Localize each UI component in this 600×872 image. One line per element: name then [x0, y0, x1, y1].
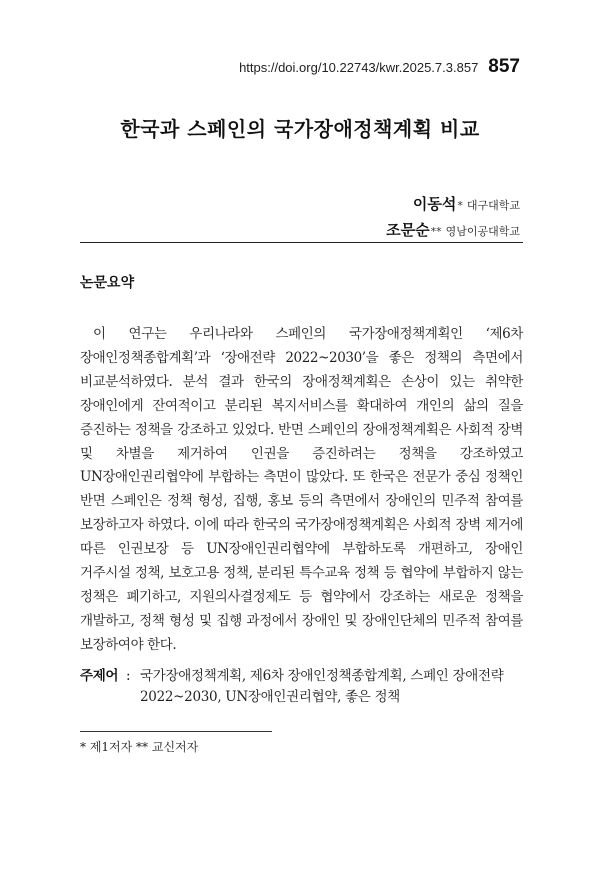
keywords-text: 국가장애정책계획, 제6차 장애인정책종합계획, 스페인 장애전략 2022~2030, UN장애인권리협약, 좋은 정책	[140, 668, 504, 705]
page-number: 857	[488, 56, 520, 77]
author-line	[386, 192, 520, 218]
author-mark: **	[430, 225, 442, 238]
keywords-block	[80, 666, 523, 707]
footnote-divider	[80, 731, 272, 732]
author-affiliation: 대구대학교	[466, 199, 520, 212]
abstract-text: 이 연구는 우리나라와 스페인의 국가장애정책계획인 ‘제6차 장애인정책종합계획’과 ‘장애전략 2022~2030’을 좋은 정책의 측면에서 비교분석하였다. 분석 결과 한국의 장애정책계획은 손상이 있는 취약한 장애인에게 잔여적이고 분리된 복지서비스를 확대하여 개인의 삶의 질을 증진하는 정책을 강조하고 있었다. 반면 스페인의 장애정책계획은 사회적 장벽 및 차별을 제거하여 인권을 증진하려는 정책을 강조하였고 UN장애인권리협약에 부합하는 측면이 많았다. 또 한국은 전문가 중심 정책인 반면 스페인은 정책 형성, 집행, 홍보 등의 측면에서 장애인의 민주적 참여를 보장하고자 하였다. 이에 따라 한국의 국가장애정책계획은 사회적 장벽 제거에 따른 인권보장 등 UN장애인권리협약에 부합하도록 개편하고, 장애인 거주시설 정책, 보호고용 정책, 분리된 특수교육 정책 등 협약에 부합하지 않는 정책은 폐기하고, 지원의사결정제도 등 협약에서 강조하는 새로운 정책을 개발하고, 정책 형성 및 집행 과정에서 장애인 및 장애인단체의 민주적 참여를 보장하여야 한다.	[80, 326, 523, 653]
author-affiliation: 영남이공대학교	[445, 225, 520, 238]
author-block	[386, 192, 520, 244]
author-line	[386, 218, 520, 244]
header-divider	[80, 242, 523, 243]
footnote: * 제1저자 ** 교신저자	[80, 740, 199, 754]
author-mark: *	[457, 199, 463, 212]
keywords-label: 주제어	[80, 668, 119, 684]
page-header	[239, 56, 520, 78]
keywords-colon: :	[126, 668, 131, 684]
author-name: 조문순	[386, 221, 430, 239]
author-name: 이동석	[412, 195, 457, 213]
abstract-heading: 논문요약	[80, 275, 135, 291]
doi-link[interactable]: https://doi.org/10.22743/kwr.2025.7.3.857	[239, 60, 479, 75]
paper-title: 한국과 스페인의 국가장애정책계획 비교	[120, 117, 480, 141]
